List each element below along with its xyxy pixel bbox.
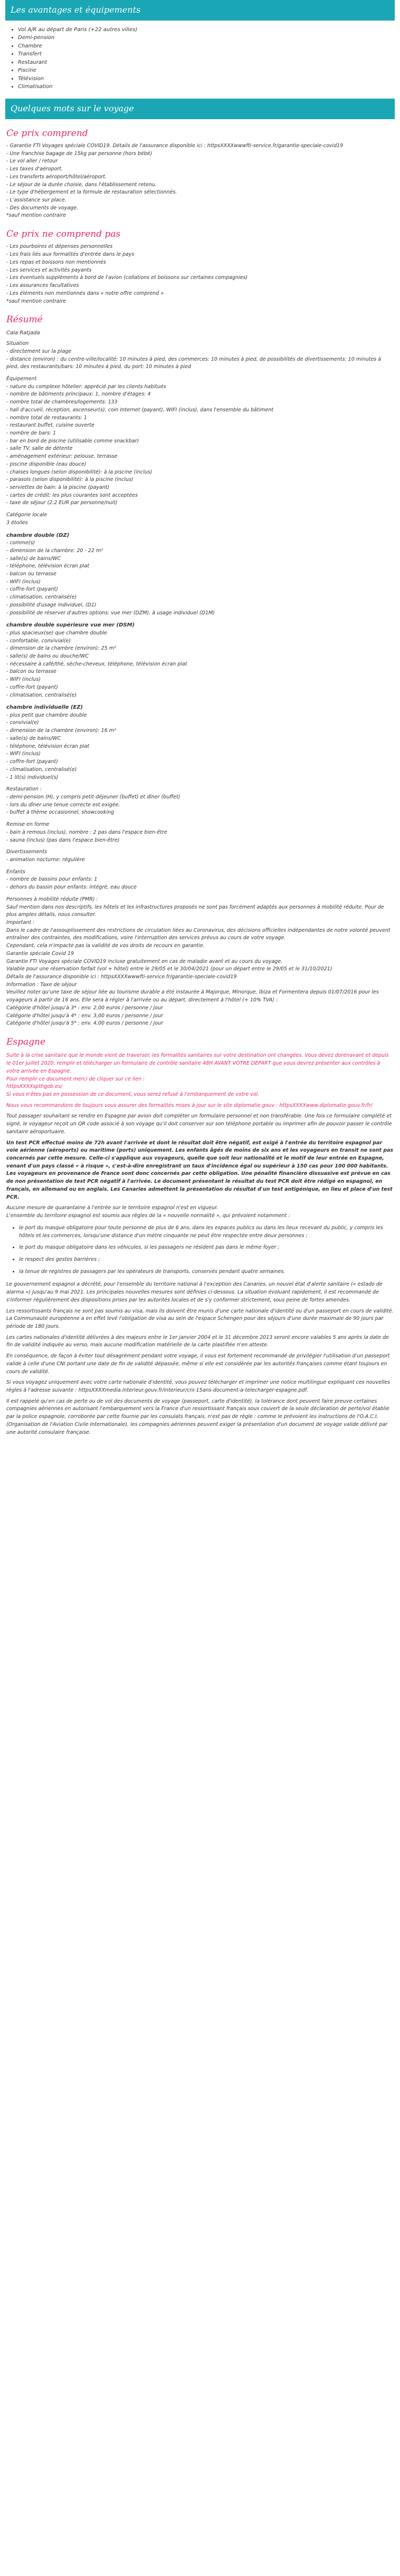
ne-comprend-heading: Ce prix ne comprend pas (6, 229, 121, 240)
ne-comprend-text: - Les pourboires et dépenses personnelles - Les frais liés aux formalités d'entrée dans le pays - Les repas et boissons non mentionnés - Les services et activités payants - Les éventuels suppléments à bord de l'avion (collations et boissons sur certaines compagnies) - Les assurances facultatives - Les éléments non mentionnés dans « notre offre comprend » *sauf mention contraire (6, 244, 248, 304)
espagne-recommandation: Nous vous recommandons de toujours vous assurer des formalités mises à jour sur le site diplomatie.gouv : httpsXXXXwww.diplomatie.gouv.fr/fr/ (6, 1102, 373, 1108)
quelques-mots-title: Quelques mots sur le voyage (5, 99, 395, 119)
list-item: • le port du masque obligatoire dans les véhicules, si les passagers ne résident pas dans le même foyer ; (19, 1244, 394, 1252)
list-item: • la tenue de registres de passagers par les opérateurs de transports, conservés pendant quatre semaines. (19, 1268, 394, 1276)
espagne-paragraph: Le gouvernement espagnol a décrété, pour l'ensemble du territoire national à l'exception des Canaries, un nouvel état d'alerte sanitaire (« estado de alarma ») jusqu'au 9 mai 2021. Les principales nouvelles mesures sont définies ci-dessous. La situation évoluant rapidement, il est recommandé de s'informer régulièrement des dispositions prises par les autorités locales et de s'y conformer strictement, sous peine de fortes amendes. (6, 1281, 383, 1303)
resume-heading: Résumé (6, 314, 43, 325)
hotel-location: Cala Ratjada (6, 330, 40, 336)
espagne-paragraph: Les cartes nationales d'identité délivrées à des majeurs entre le 1er janvier 2004 et le 31 décembre 2013 seront encore valables 5 ans après la date de fin de validité indiquée au verso, mais aucune modification matérielle de la carte plastifiée n'en atteste. (6, 1334, 389, 1348)
list-item: • le port du masque obligatoire pour toute personne de plus de 6 ans, dans les espaces publics ou dans les lieux recevant du public, y compris les hôtels et les commerces, lorsqu'une distance d'un mètre cinquante ne peut être respectée entre deux personnes ; (19, 1224, 394, 1240)
espagne-rules-list (19, 1224, 394, 1276)
equipement-text: Équipement - nature du complexe hôtelier: apprécié par les clients habitués - nombre de bâtiments principaux: 1, nombre d'étages: 4 - nombre total de chambres/logements: 133 - hall d'accueil, réception, ascenseur(s), coin Internet (payant), WIFI (inclus), dans l'ensemble du bâtiment - nombre total de restaurants: 1 - restaurant buffet, cuisine ouverte - nombre de bars: 1 - bar en bord de piscine (utilisable comme snackbar) - salle TV, salle de détente - aménagement extérieur: pelouse, terrasse - piscine disponible (eau douce) - chaises longues (selon disponibilité): à la piscine (inclus) - parasols (selon disponibilité): à la piscine (inclus) - serviettes de bain: à la piscine (payant) - cartes de crédit: les plus courantes sont acceptées - taxe de séjour (2.2 EUR par personne/nuit) (6, 375, 273, 506)
chambre-double-title: chambre double (DZ) (6, 532, 70, 538)
chambre-sup-title: chambre double supérieure vue mer (DSM) (6, 622, 135, 629)
avantages-title: Les avantages et équipements (5, 0, 395, 21)
categorie-text: Catégorie locale 3 étoiles (6, 512, 47, 526)
espagne-paragraph: Aucune mesure de quarantaine à l'entrée sur le territoire espagnol n'est en vigueur. L'ensemble du territoire espagnol est soumis aux règles de la « nouvelle normalité », qui prévoient notamment : (6, 1205, 290, 1219)
espagne-paragraph: Si vous voyagez uniquement avec votre carte nationale d'identité, vous pouvez télécharger et imprimer une notice multilingue expliquant ces nouvelles règles à l'adresse suivante : httpsXXXXmedia.interieur.gouv.fr/interieur/cni-15ans-document-a-telecharger-espagne.pdf. (6, 1379, 391, 1393)
list-item: • Demi-pension (18, 34, 394, 42)
list-item: • Vol A/R au départ de Paris (+22 autres villes) (18, 26, 394, 34)
divertissements-text: Divertissements - animation nocturne: régulière (6, 849, 85, 863)
chambre-double-text: - comme(s) - dimension de la chambre: 20 - 22 m² - salle(s) de bains/WC - téléphone, télévision écran plat - balcon ou terrasse - WIFI (inclus) - coffre-fort (payant) - climatisation, centralisé(e) - possibilité d'usage individuel, (D1) - possibilité de réserver d'autres options: vue mer (DZM), à usage individuel (D1M) (6, 540, 215, 616)
enfants-text: Enfants - nombre de bassins pour enfants: 1 - dehors du bassin pour enfants: intégré, eau douce (6, 869, 137, 891)
list-item: • Restaurant (18, 59, 394, 67)
espagne-test-pcr: Un test PCR effectué moins de 72h avant l'arrivée et dont le résultat doit être négatif, est exigé à l'entrée du territoire espagnol par voie aérienne (aéroports) ou maritime (ports) uniquement. Les enfants âgés de moins de six ans et les voyageurs en transit ne sont pas concernés par cette mesure. Celle-ci s'applique aux voyageurs, quelle que soit leur nationalité et le motif de leur entrée en Espagne, venant d'un pays classé « à risque », c'est-à-dire enregistrant un taux d'incidence égal ou supérieur à 150 cas pour 100 000 habitants. Les voyageurs en provenance de France sont donc concernés par cette obligation. Une pénalité financière dissuasive est prévue en cas de non présentation de test PCR négatif à l'arrivée. Le document présentant le résultat du test PCR doit être rédigé en espagnol, en français, en allemand ou en anglais. Les Canaries admettent la présentation du résultat d'un test antigénique, en lieu et place d'un test PCR. (6, 1140, 394, 1200)
list-item: • le respect des gestes barrières ; (19, 1256, 394, 1264)
avantages-list (18, 26, 394, 91)
pmr-text: Personnes à mobilité réduite (PMR) : Sauf mention dans nos descriptifs, les hôtels et les infrastructures proposés ne sont pas forcément adaptés aux personnes à mobilité réduite. Pour de plus amples détails, nous consulter. Important : Dans le cadre de l'assouplissement des restrictions de circulation liées au Coronavirus, des décisions officielles indépendantes de notre volonté peuvent entraîner des contraintes, des modifications, voire l'interruption des services prévus au cours de votre voyage. Cependant, cela n'impacte pas la validité de vos droits de recours en garantie. Garantie spéciale Covid 19 Garantie FTI Voyages spéciale COVID19 incluse gratuitement en cas de maladie avant et au cours du voyage. Valable pour une réservation forfait (vol + hôtel) entre le 29/05 et le 30/04/2021 (pour un départ entre le 29/05 et le 31/10/2021) Détails de l'assurance disponible ici : httpsXXXXwwwfti-service.fr/garantie-speciale-covid19 Information : Taxe de séjour Veuillez noter qu'une taxe de séjour liée au tourisme durable a été instaurée à Majorque, Minorque, Ibiza et Formentera depuis 01/07/2016 pour les voyageurs à partir de 16 ans. Elle sera à régler à l'arrivée ou au départ, directement à l'hôtel (+ 10% TVA) : Catégorie d'hôtel jusqu'à 3* : env. 2,00 euros / personne / jour Catégorie d'hôtel jusqu'à 4* : env. 3,00 euros / personne / jour Catégorie d'hôtel jusqu'à 5* : env. 4,00 euros / personne / jour (6, 896, 391, 1027)
espagne-paragraph: En conséquence, de façon à éviter tout désagrément pendant votre voyage, il vous est fortement recommandé de privilégier l'utilisation d'un passeport valide à celle d'une CNI portant une date de fin de validité dépassée, même si elle est considérée par les autorités françaises comme étant toujours en cours de validité. (6, 1353, 390, 1375)
list-item: • Climatisation (18, 83, 394, 91)
situation-text: Situation - directement sur la plage - distance (environ) : du centre-ville/localité: 10 minutes à pied, des commerces: 10 minutes à pied, de possibilités de divertissements: 10 minutes à pied, des restaurants/bars: 10 minutes à pied, du port: 10 minutes à pied (6, 341, 382, 370)
compris-heading: Ce prix comprend (6, 128, 88, 139)
list-item: • Piscine (18, 66, 394, 75)
espagne-paragraph: Il est rappelé qu'en cas de perte ou de vol des documents de voyage (passeport, carte d'identité), la tolérance dont peuvent faire preuve certaines compagnies aériennes en autorisant l'embarquement vers la France d'un ressortissant français sous couvert de la seule déclaration de perte/vol établie par la police espagnole, corroborée par cette fournie par les consulats français, n'est pas de règle : comme le prévoient les instructions de l'O.A.C.I. (Organisation de l'Aviation Civile Internationale), les compagnies aériennes peuvent exiger la présentation d'un document de voyage valide délivré par une autorité consulaire française. (6, 1398, 389, 1435)
list-item: • Transfert (18, 50, 394, 59)
espagne-paragraph: Tout passager souhaitant se rendre en Espagne par avion doit compléter un formulaire personnel et non transférable. Une fois ce formulaire complété et signé, le voyageur reçoit un QR code associé à son voyage qu'il doit conserver sur son téléphone portable ou imprimer afin de pouvoir passer le contrôle sanitaire aéroportuaire. (6, 1113, 392, 1135)
list-item: • Télévision (18, 75, 394, 83)
chambre-ind-title: chambre individuelle (EZ) (6, 705, 83, 711)
list-item: • Chambre (18, 42, 394, 51)
espagne-alert: Suite à la crise sanitaire que le monde vient de traverser, les formalités sanitaires sur votre destination ont changées. Vous devez dorénavant et depuis le 01er juillet 2020, remplir et télécharger un formulaire de contrôle sanitaire 48H AVANT VOTRE DEPART que vous devrez présenter aux contrôles à votre arrivée en Espagne. Pour remplir ce document merci de cliquer sur ce lien : httpsXXXXspthgob.es/ Si vous n'êtes pas en possession de ce document, vous serez refusé à l'embarquement de votre vol. (6, 1053, 389, 1097)
restauration-text: Restauration : - demi-pension (H), y compris petit-déjeuner (buffet) et dîner (buffet) - lors du dîner une tenue correcte est exigée. - buffet à thème occasionnel, showcooking (6, 786, 180, 816)
espagne-heading: Espagne (6, 1037, 46, 1048)
chambre-ind-text: - plus petit que chambre double - convivial(e) - dimension de la chambre (environ): 16 m² - salle(s) de bains/WC - téléphone, télévision écran plat - WIFI (inclus) - coffre-fort (payant) - climatisation, centralisé(e) - 1 lit(s) individuel(s) (6, 712, 116, 780)
chambre-sup-text: - plus spacieux(se) que chambre double - confortable, convivial(e) - dimension de la chambre (environ): 25 m² - salle(s) de bains ou douche/WC - nécessaire à café/thé, sèche-cheveux, téléphone, télévision écran plat - balcon ou terrasse - WIFI (inclus) - coffre-fort (payant) - climatisation, centralisé(e) (6, 630, 187, 698)
remise-forme-text: Remise en forme - bain à remous (inclus), nombre : 2 pas dans l'espace bien-être - sauna (inclus) (pas dans l'espace bien-être) (6, 822, 167, 843)
espagne-paragraph: Les ressortissants français ne sont pas soumis au visa, mais ils doivent être munis d'une carte nationale d'identité ou d'un passeport en cours de validité. La Communauté européenne a en effet levé l'obligation de visa au sein de l'espace Schengen pour des séjours d'une durée maximale de 90 jours par période de 180 jours. (6, 1308, 394, 1329)
compris-text: - Garantie FTI Voyages spéciale COVID19. Détails de l'assurance disponible ici : httpsXXXXwwwfti-service.fr/garantie-speciale-covid19 - Une franchise bagage de 15kg par personne (hors bébé) - Le vol aller / retour - Les taxes d'aéroport. - Les transferts aéroport/hôtel/aéroport. - Le séjour de la durée choisie, dans l'établissement retenu. - Le type d'hébergement et la formule de restauration sélectionnés. - L'assistance sur place. - Des documents de voyage. *sauf mention contraire (6, 142, 344, 219)
